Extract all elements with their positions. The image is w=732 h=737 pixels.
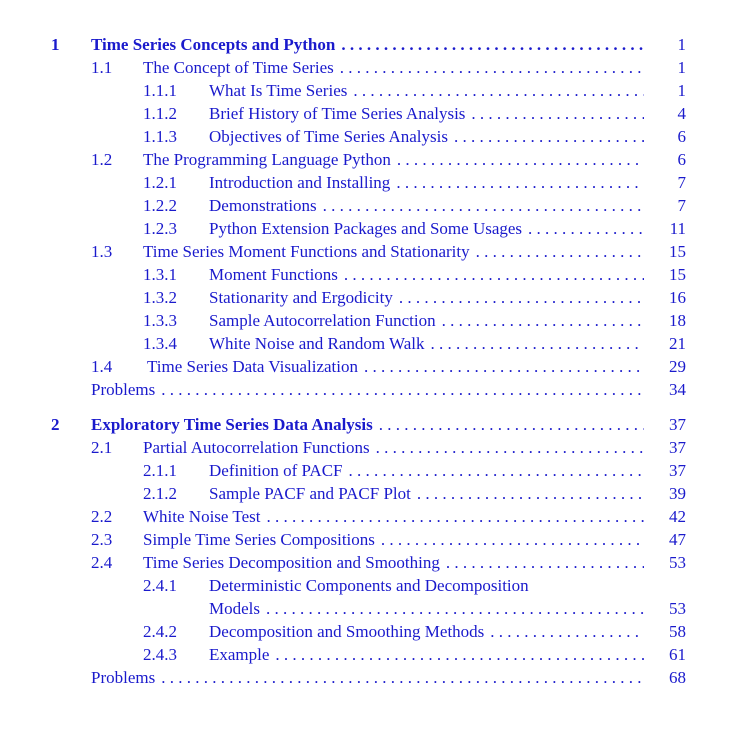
toc-entry-subsection-2-1-2[interactable] <box>0 482 732 505</box>
toc-entry-subsection-1-3-3[interactable] <box>0 309 732 332</box>
toc-number: 1.2.1 <box>143 173 177 192</box>
toc-title: Brief History of Time Series Analysis <box>209 104 466 123</box>
dot-leader <box>391 148 644 171</box>
toc-number: 1 <box>51 35 60 54</box>
toc-title: Time Series Concepts and Python <box>91 35 336 54</box>
toc-page-number: 53 <box>669 553 686 572</box>
dot-leader <box>155 666 644 689</box>
toc-title: Python Extension Packages and Some Usages <box>209 219 523 238</box>
toc-number: 2.1 <box>91 438 113 457</box>
toc-entry-section-1-3[interactable] <box>0 240 732 263</box>
dot-leader <box>334 56 644 79</box>
toc-page-number: 68 <box>669 668 686 687</box>
toc-number: 2.4.3 <box>143 645 177 664</box>
toc-title: Simple Time Series Compositions <box>143 530 375 549</box>
dot-leader <box>347 79 644 102</box>
toc-number: 1.2.3 <box>143 219 177 238</box>
toc-title: Demonstrations <box>209 196 317 215</box>
toc-entry-subsection-1-2-3[interactable] <box>0 217 732 240</box>
toc-number: 2.4.1 <box>143 576 177 595</box>
toc-page-number: 15 <box>669 242 686 261</box>
toc-number: 2 <box>51 415 60 434</box>
toc-page-number: 7 <box>677 196 686 215</box>
toc-entry-section-1-4[interactable] <box>0 355 732 378</box>
toc-page-number: 29 <box>669 357 686 376</box>
toc-entry-section-2-1[interactable] <box>0 436 732 459</box>
toc-entry-section-2-3[interactable] <box>0 528 732 551</box>
toc-page-number: 39 <box>669 484 686 503</box>
dot-leader <box>373 413 644 436</box>
dot-leader <box>440 551 644 574</box>
toc-entry-subsection-2-4-1[interactable] <box>0 574 732 597</box>
toc-page-number: 37 <box>669 461 686 480</box>
dot-leader <box>269 643 644 666</box>
dot-leader <box>343 459 644 482</box>
toc-number: 1.1 <box>91 58 113 77</box>
toc-title: The Programming Language Python <box>143 150 391 169</box>
toc-page-number: 53 <box>669 599 686 618</box>
toc-entry-section-2-2[interactable] <box>0 505 732 528</box>
toc-title: Exploratory Time Series Data Analysis <box>91 415 373 434</box>
toc-entry-subsection-1-1-2[interactable] <box>0 102 732 125</box>
toc-number: 2.1.2 <box>143 484 177 503</box>
toc-entry-subsection-2-1-1[interactable] <box>0 459 732 482</box>
toc-number: 2.4 <box>91 553 113 572</box>
toc-page-number: 11 <box>669 219 686 238</box>
toc-page-number: 37 <box>669 438 686 457</box>
toc-title: Sample Autocorrelation Function <box>209 311 436 330</box>
toc-number: 1.1.1 <box>143 81 177 100</box>
toc-entry-subsection-1-1-3[interactable] <box>0 125 732 148</box>
toc-number: 1.3 <box>91 242 113 261</box>
toc-page-number: 37 <box>669 415 686 434</box>
toc-number: 2.2 <box>91 507 113 526</box>
toc-number: 1.4 <box>91 357 113 376</box>
toc-number: 1.3.3 <box>143 311 177 330</box>
toc-page-number: 1 <box>677 58 686 77</box>
dot-leader <box>260 505 644 528</box>
toc-entry-subsection-2-4-3[interactable] <box>0 643 732 666</box>
toc-page-number: 18 <box>669 311 686 330</box>
dot-leader <box>390 171 644 194</box>
toc-page-number: 15 <box>669 265 686 284</box>
toc-title: Sample PACF and PACF Plot <box>209 484 411 503</box>
toc-number: 1.3.4 <box>143 334 177 353</box>
toc-page-number: 42 <box>669 507 686 526</box>
dot-leader <box>522 217 644 240</box>
dot-leader <box>358 355 644 378</box>
toc-page-number: 34 <box>669 380 686 399</box>
toc-number: 1.1.3 <box>143 127 177 146</box>
dot-leader <box>465 102 644 125</box>
toc-title: Time Series Moment Functions and Stationarity <box>143 242 470 261</box>
dot-leader <box>260 597 644 620</box>
dot-leader <box>338 263 644 286</box>
toc-page-number: 21 <box>669 334 686 353</box>
toc-entry-subsection-1-3-4[interactable] <box>0 332 732 355</box>
toc-title: Objectives of Time Series Analysis <box>209 127 448 146</box>
toc-title: The Concept of Time Series <box>143 58 334 77</box>
dot-leader <box>436 309 644 332</box>
toc-entry-subsection-1-2-2[interactable] <box>0 194 732 217</box>
toc-number: 1.3.1 <box>143 265 177 284</box>
toc-number: 1.2.2 <box>143 196 177 215</box>
toc-page-number: 1 <box>677 35 686 54</box>
toc-title: Decomposition and Smoothing Methods <box>209 622 485 641</box>
toc-title: What Is Time Series <box>209 81 348 100</box>
toc-page-number: 6 <box>677 150 686 169</box>
toc-title: Moment Functions <box>209 265 338 284</box>
toc-entry-chapter-2[interactable] <box>0 413 732 436</box>
toc-page-number: 58 <box>669 622 686 641</box>
toc-entry-chapter-1[interactable] <box>0 33 732 56</box>
toc-page-number: 7 <box>677 173 686 192</box>
dot-leader <box>317 194 644 217</box>
toc-number: 2.4.2 <box>143 622 177 641</box>
toc-page-number: 1 <box>677 81 686 100</box>
toc-title: Time Series Decomposition and Smoothing <box>143 553 440 572</box>
toc-entry-problems-chapter-1[interactable] <box>0 378 732 401</box>
dot-leader <box>370 436 644 459</box>
toc-title: Introduction and Installing <box>209 173 391 192</box>
toc-page-number: 16 <box>669 288 686 307</box>
toc-entry-section-1-1[interactable] <box>0 56 732 79</box>
dot-leader <box>393 286 644 309</box>
toc-title: White Noise Test <box>143 507 261 526</box>
toc-title-continuation: Models <box>209 599 260 618</box>
toc-number: 1.3.2 <box>143 288 177 307</box>
toc-entry-subsection-2-4-1-continued[interactable] <box>0 597 732 620</box>
toc-page-number: 47 <box>669 530 686 549</box>
toc-page-number: 4 <box>677 104 686 123</box>
dot-leader <box>155 378 644 401</box>
toc-entry-subsection-1-2-1[interactable] <box>0 171 732 194</box>
table-of-contents <box>0 33 732 689</box>
dot-leader <box>425 332 645 355</box>
toc-title: Deterministic Components and Decomposition <box>209 576 529 595</box>
toc-title: Definition of PACF <box>209 461 343 480</box>
dot-leader <box>448 125 644 148</box>
toc-entry-problems-chapter-2[interactable] <box>0 666 732 689</box>
toc-number: 2.3 <box>91 530 113 549</box>
dot-leader <box>411 482 644 505</box>
toc-title: Partial Autocorrelation Functions <box>143 438 370 457</box>
toc-title: Problems <box>91 380 156 399</box>
toc-entry-subsection-2-4-2[interactable] <box>0 620 732 643</box>
toc-number: 1.1.2 <box>143 104 177 123</box>
toc-entry-subsection-1-1-1[interactable] <box>0 79 732 102</box>
toc-entry-section-2-4[interactable] <box>0 551 732 574</box>
dot-leader <box>335 33 644 56</box>
toc-title: Time Series Data Visualization <box>147 357 358 376</box>
toc-page-number: 6 <box>677 127 686 146</box>
toc-number: 1.2 <box>91 150 113 169</box>
toc-entry-section-1-2[interactable] <box>0 148 732 171</box>
dot-leader <box>484 620 644 643</box>
toc-title: Example <box>209 645 270 664</box>
dot-leader <box>470 240 644 263</box>
toc-title: White Noise and Random Walk <box>209 334 425 353</box>
dot-leader <box>375 528 644 551</box>
toc-page-number: 61 <box>669 645 686 664</box>
toc-entry-subsection-1-3-2[interactable] <box>0 286 732 309</box>
toc-title: Stationarity and Ergodicity <box>209 288 393 307</box>
toc-entry-subsection-1-3-1[interactable] <box>0 263 732 286</box>
toc-title: Problems <box>91 668 156 687</box>
toc-number: 2.1.1 <box>143 461 177 480</box>
